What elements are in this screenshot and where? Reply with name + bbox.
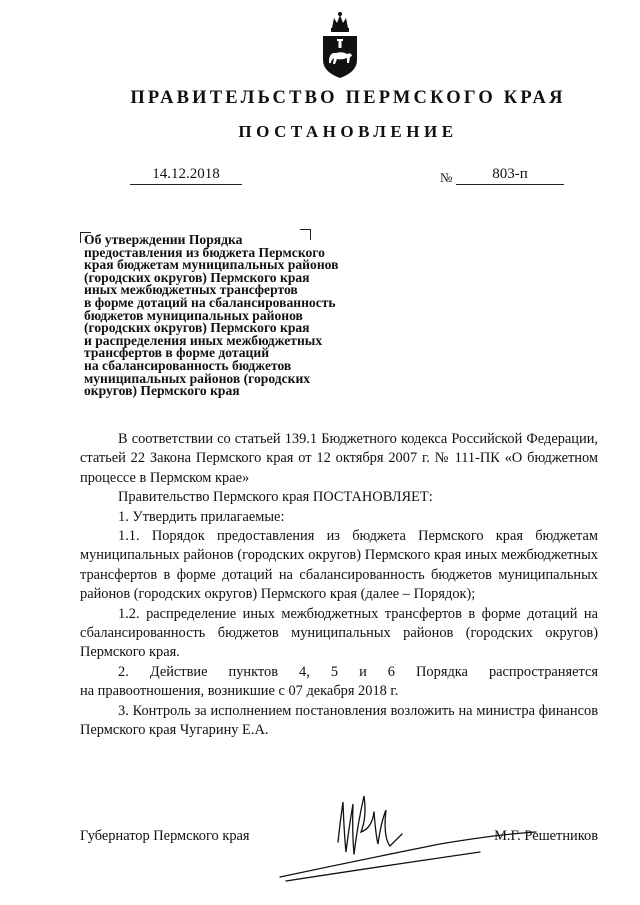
number-sign: № [440, 170, 453, 185]
signature-block [80, 828, 598, 848]
document-body [80, 430, 598, 741]
subject-line: Об утверждении Порядка [84, 232, 243, 247]
subject-line: края бюджетам муниципальных районов [84, 257, 339, 273]
item-2-line-2: на правоотношения, возникшие с 07 декабря 2018 г. [80, 683, 399, 700]
subject-line: (городских округов) Пермского края [84, 269, 310, 285]
subject-line: бюджетов муниципальных районов [84, 307, 303, 323]
coat-of-arms-emblem [318, 10, 362, 80]
subject-line: (городских округов) Пермского края [84, 320, 310, 336]
document-number: 803-п [456, 164, 564, 185]
subject-line: в форме дотаций на сбалансированность [84, 294, 336, 310]
document-subject [84, 234, 384, 398]
item-1-2: 1.2. распределение иных межбюджетных трансфертов в форме дотаций на сбалансированность бюджетов муниципальных районов (городских округов) Пермского края. [80, 605, 598, 661]
item-2-line-1: 2. Действие пунктов 4, 5 и 6 Порядка распространяется [118, 663, 598, 680]
subject-line: на сбалансированность бюджетов [84, 357, 292, 373]
item-1-1: 1.1. Порядок предоставления из бюджета Пермского края бюджетам муниципальных районов (городских округов) Пермского края иных межбюджетных трансфертов в форме дотаций на сбалансированность бюджетов муниципальных районов (городских округов) Пермского края (далее – Порядок); [80, 528, 598, 603]
item-1: 1. Утвердить прилагаемые: [118, 508, 285, 525]
signer-position: Губернатор Пермского края [80, 828, 250, 844]
item-3: 3. Контроль за исполнением постановления возложить на министра финансов Пермского края Чугарину Е.А. [80, 702, 598, 739]
decree-paragraph: Правительство Пермского края ПОСТАНОВЛЯЕТ: [118, 489, 433, 506]
preamble-paragraph: В соответствии со статьей 139.1 Бюджетного кодекса Российской Федерации, статьей 22 Закона Пермского края от 12 октября 2007 г. № 111-ПК «О бюджетном процессе в Пермском крае» [80, 431, 598, 486]
signer-name: М.Г. Решетников [494, 828, 598, 844]
subject-line: предоставления из бюджета Пермского [84, 244, 325, 260]
subject-line: округов) Пермского края [84, 383, 240, 399]
subject-line: муниципальных районов (городских [84, 370, 311, 386]
subject-line: иных межбюджетных трансфертов [84, 282, 298, 298]
subject-line: и распределения иных межбюджетных [84, 332, 323, 348]
document-date: 14.12.2018 [130, 164, 242, 185]
organization-title: ПРАВИТЕЛЬСТВО ПЕРМСКОГО КРАЯ [130, 88, 566, 108]
document-type: ПОСТАНОВЛЕНИЕ [238, 122, 458, 141]
subject-line: трансфертов в форме дотаций [84, 345, 270, 361]
